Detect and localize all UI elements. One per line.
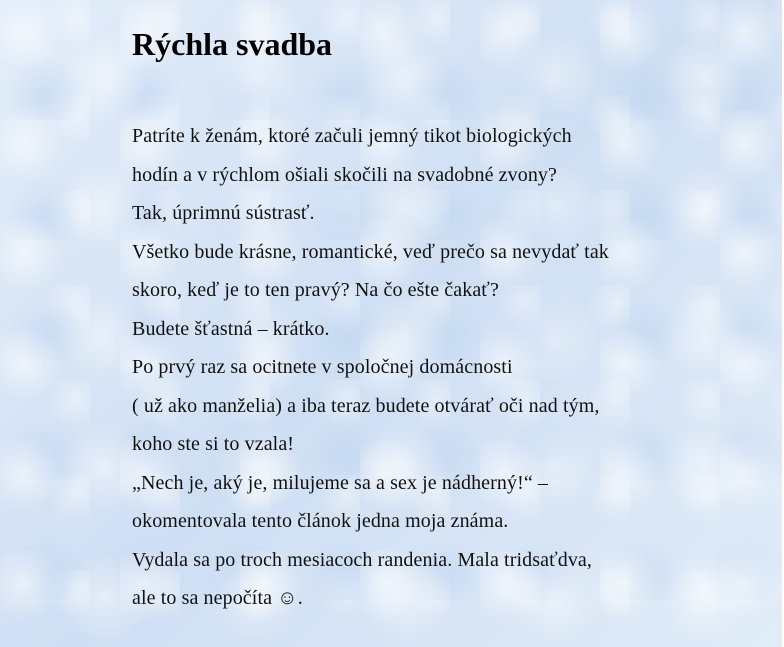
- body-line: Všetko bude krásne, romantické, veď prečo sa nevydať tak: [132, 240, 609, 263]
- body-line: Budete šťastná – krátko.: [132, 317, 330, 340]
- body-line: „Nech je, aký je, milujeme sa a sex je nádherný!“ –: [132, 471, 549, 494]
- body-line: koho ste si to vzala!: [132, 433, 295, 455]
- body-line: ale to sa nepočíta ☺.: [132, 587, 303, 609]
- body-line: skoro, keď je to ten pravý? Na čo ešte čakať?: [132, 279, 499, 301]
- body-line: Patríte k ženám, ktoré začuli jemný tikot biologických: [132, 125, 572, 147]
- body-line: Po prvý raz sa ocitnete v spoločnej domácnosti: [132, 356, 513, 378]
- document-title: Rýchla svadba: [132, 26, 333, 62]
- document-page: [132, 0, 772, 618]
- document-body: [132, 117, 772, 618]
- body-line: hodín a v rýchlom ošiali skočili na svadobné zvony?: [132, 163, 558, 186]
- body-line: ( už ako manželia) a iba teraz budete otvárať oči nad tým,: [132, 394, 600, 417]
- body-line: Tak, úprimnú sústrasť.: [132, 202, 315, 224]
- body-line: Vydala sa po troch mesiacoch randenia. Mala tridsaťdva,: [132, 548, 592, 571]
- body-line: okomentovala tento článok jedna moja známa.: [132, 510, 509, 532]
